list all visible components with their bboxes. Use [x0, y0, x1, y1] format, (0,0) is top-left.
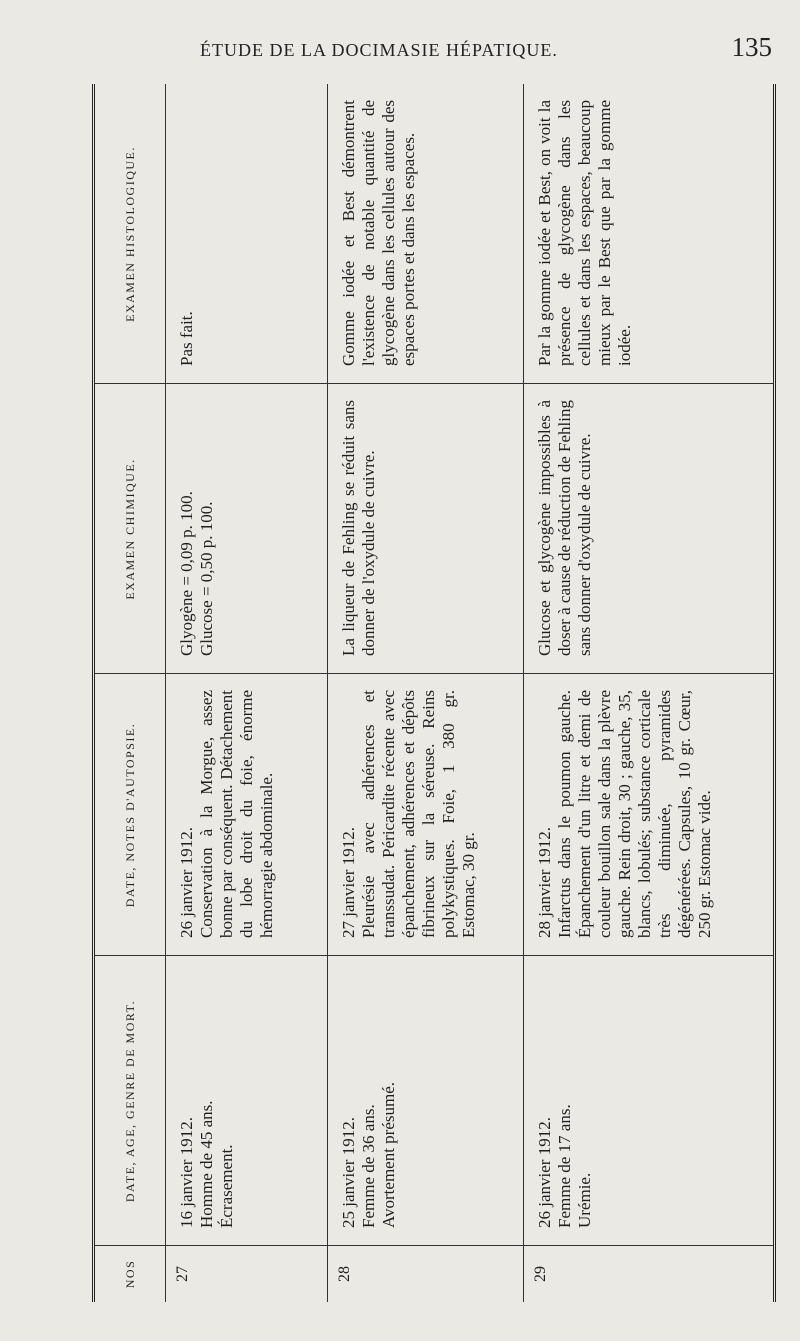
table-row: [165, 84, 328, 1302]
row-number: 27: [174, 1266, 191, 1282]
header-chemical: EXAMEN CHIMIQUE.: [122, 458, 137, 600]
page-header: [0, 32, 800, 72]
date-age-cell: 16 janvier 1912. Homme de 45 ans. Écrasement.: [177, 1100, 236, 1228]
chemical-exam-cell: Glucose et glycogène impossibles à doser à cause de réduction de Fehling sans donner d'oxydule de cuivre.: [535, 400, 594, 656]
date-age-cell: 26 janvier 1912. Femme de 17 ans. Urémie.: [535, 1104, 594, 1228]
header-num: NOS: [122, 1259, 137, 1289]
chemical-exam-cell: La liqueur de Fehling se réduit sans donner de l'oxydule de cuivre.: [339, 400, 378, 656]
autopsy-notes-cell: 26 janvier 1912. Conservation à la Morgue, assez bonne par conséquent. Détachement du lobe droit du foie, énorme hémorragie abdominale.: [177, 690, 276, 938]
row-number: 29: [532, 1266, 549, 1282]
histological-exam-cell: Par la gomme iodée et Best, on voit la présence de glycogène dans les cellules et dans les espaces, beaucoup mieux par le Best que par la gomme iodée.: [535, 100, 634, 366]
autopsy-notes-cell: 27 janvier 1912. Pleurésie avec adhérences et transsudat. Péricardite récente avec épanchement, adhérences et dépôts fibrineux sur la séreuse. Reins polykystiques. Foie, 1 380 gr. Estomac, 30 gr.: [339, 690, 478, 938]
date-age-cell: 25 janvier 1912. Femme de 36 ans. Avortement présumé.: [339, 1081, 398, 1228]
table-header-row: [95, 84, 166, 1302]
autopsy-table: [92, 84, 776, 1302]
header-date-age: DATE, AGE, GENRE DE MORT.: [122, 999, 137, 1203]
running-title: ÉTUDE DE LA DOCIMASIE HÉPATIQUE.: [200, 40, 558, 60]
header-histological: EXAMEN HISTOLOGIQUE.: [122, 146, 137, 322]
histological-exam-cell: Gomme iodée et Best démontrent l'existence de notable quantité de glycogène dans les cellules autour des espaces portes et dans les espaces.: [339, 100, 418, 366]
row-number: 28: [336, 1266, 353, 1282]
page-number: 135: [731, 32, 772, 62]
autopsy-notes-cell: 28 janvier 1912. Infarctus dans le poumon gauche. Épanchement d'un litre et demi de couleur bouillon sale dans la plèvre gauche. Rein droit, 30 ; gauche, 35, blancs, lobulés; substance corticale très diminuée, pyramides dégénérées. Capsules, 10 gr. Cœur, 250 gr. Estomac vide.: [535, 690, 714, 938]
chemical-exam-cell: Glyogène = 0,09 p. 100. Glucose = 0,50 p. 100.: [177, 491, 216, 656]
table-row: [523, 84, 773, 1302]
table-row: [327, 84, 524, 1302]
histological-exam-cell: Pas fait.: [177, 311, 196, 366]
header-autopsy: DATE, NOTES D'AUTOPSIE.: [122, 722, 137, 908]
